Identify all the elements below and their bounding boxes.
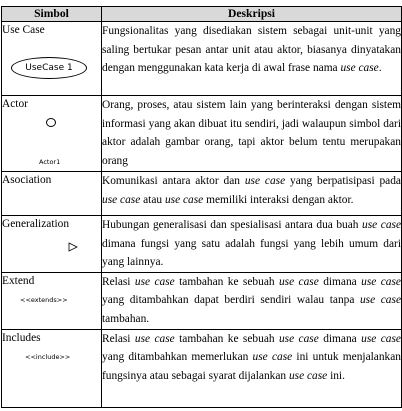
uml-symbol-table	[1, 6, 402, 408]
symbol-cell	[2, 172, 102, 216]
description-cell	[102, 216, 402, 273]
symbol-name-includes: Includes	[2, 331, 41, 344]
table-row	[2, 22, 402, 96]
table-header-row	[2, 7, 402, 22]
symbol-cell	[2, 216, 102, 273]
table-row	[2, 96, 402, 172]
table-row	[2, 172, 402, 216]
description-association: Komunikasi antara aktor dan use case yang berpatisipasi pada use case atau use case memiliki interaksi dengan aktor.	[102, 175, 401, 206]
symbol-name-extend: Extend	[2, 274, 35, 287]
description-cell	[102, 329, 402, 407]
symbol-cell	[2, 272, 102, 329]
extends-stereotype-label: <<extends>>	[20, 295, 68, 304]
symbol-name-actor: Actor	[2, 98, 28, 110]
description-cell	[102, 172, 402, 216]
symbol-cell	[2, 96, 102, 172]
description-includes: Relasi use case tambahan ke sebuah use case dimana use case yang ditambahkan memerlukan use case ini untuk menjalankan fungsinya atau sebagai syarat dijalankan use case ini.	[102, 332, 401, 382]
symbol-name-generalization: Generalization	[2, 218, 70, 230]
generalization-arrow-icon	[68, 242, 78, 252]
table-row	[2, 272, 402, 329]
actor-label: Actor1	[39, 158, 61, 166]
description-actor: Orang, proses, atau sistem lain yang berinteraksi dengan sistem informasi yang akan dibuat itu sendiri, jadi walaupun simbol dari aktor adalah gambar orang, tapi aktor belum tentu merupakan orang	[102, 99, 401, 167]
actor-icon	[46, 118, 56, 127]
symbol-name-association: Asociation	[2, 174, 52, 186]
table-row	[2, 216, 402, 273]
description-usecase: Fungsionalitas yang disediakan sistem sebagai unit-unit yang saling bertukar pesan antar unit atau aktor, biasanya dinyatakan dengan menggunakan kata kerja di awal frase nama use case.	[102, 25, 401, 75]
description-cell	[102, 272, 402, 329]
usecase-ellipse-icon: UseCase 1	[11, 57, 87, 79]
description-cell	[102, 22, 402, 96]
description-extend: Relasi use case tambahan ke sebuah use case dimana use case yang ditambahkan dapat berdiri sendiri walau tanpa use case tambahan.	[102, 275, 401, 325]
description-cell	[102, 96, 402, 172]
table-row	[2, 329, 402, 407]
symbol-cell	[2, 329, 102, 407]
header-description: Deskripsi	[102, 7, 402, 22]
include-stereotype-label: <<include>>	[25, 352, 71, 361]
description-generalization: Hubungan generalisasi dan spesialisasi antara dua buah use case dimana fungsi yang satu adalah fungsi yang lebih umum dari yang lainnya.	[102, 219, 401, 269]
header-symbol: Simbol	[2, 7, 102, 22]
symbol-name-usecase: Use Case	[2, 24, 45, 36]
symbol-cell	[2, 22, 102, 96]
